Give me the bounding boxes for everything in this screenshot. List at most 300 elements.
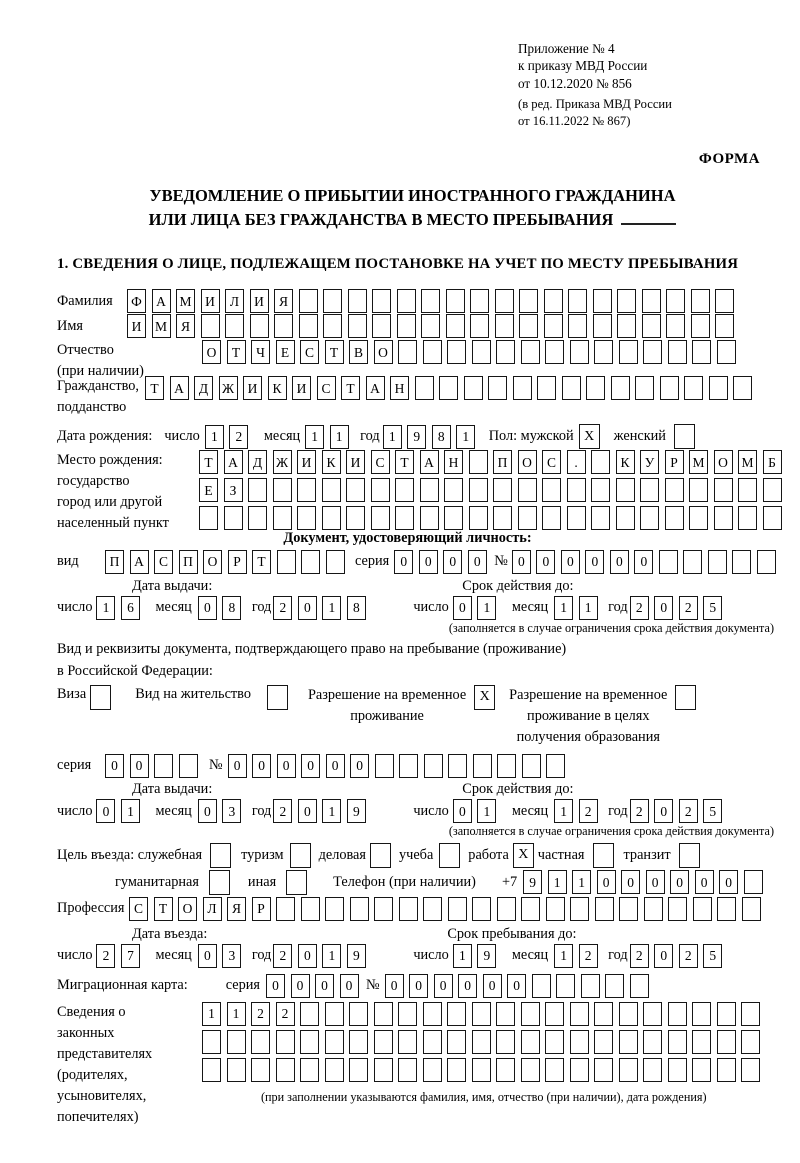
char-cell — [300, 1002, 319, 1026]
doc-type-cells — [105, 550, 350, 574]
char-cell — [684, 376, 703, 400]
char-cell — [299, 314, 318, 338]
char-cell — [742, 897, 761, 921]
char-cell: М — [176, 289, 195, 313]
char-cell: 0 — [266, 974, 285, 998]
char-cell — [640, 478, 659, 502]
char-cell: П — [493, 450, 512, 474]
char-cell — [708, 550, 727, 574]
char-cell: 0 — [419, 550, 438, 574]
form-title-line1: УВЕДОМЛЕНИЕ О ПРИБЫТИИ ИНОСТРАННОГО ГРАЖДАНИНА — [149, 186, 676, 206]
char-cell: П — [105, 550, 124, 574]
char-cell: 1 — [554, 799, 573, 823]
char-cell: 1 — [330, 425, 349, 449]
char-cell — [421, 314, 440, 338]
char-cell — [521, 1058, 540, 1082]
char-cell — [692, 340, 711, 364]
char-cell — [439, 376, 458, 400]
label-line: Разрешение на временное — [509, 686, 668, 703]
form-row — [57, 596, 788, 620]
char-cell — [744, 870, 763, 894]
char-cell — [668, 1030, 687, 1054]
temp-residence-edu-label — [509, 685, 667, 748]
char-cell — [322, 478, 341, 502]
given-name-cells — [127, 314, 740, 338]
order-amendment-line: от 16.11.2022 № 867) — [518, 113, 631, 128]
char-cell — [473, 754, 492, 778]
char-cell — [447, 340, 466, 364]
day-label: число — [57, 802, 93, 819]
char-cell: 0 — [597, 870, 616, 894]
year-label: год — [608, 947, 628, 964]
char-cell — [399, 754, 418, 778]
char-cell: Н — [390, 376, 409, 400]
char-cell: 0 — [458, 974, 477, 998]
form-row — [57, 376, 788, 418]
entry-date-heading: Дата въезда: — [132, 925, 208, 942]
migration-card-label: Миграционная карта: — [57, 977, 188, 994]
char-cell — [469, 478, 488, 502]
char-cell: 0 — [198, 596, 217, 620]
char-cell: 2 — [251, 1002, 270, 1026]
char-cell — [532, 974, 551, 998]
day-label: число — [57, 947, 93, 964]
char-cell: 0 — [340, 974, 359, 998]
surname-label: Фамилия — [57, 292, 113, 309]
char-cell — [546, 754, 565, 778]
char-cell — [493, 506, 512, 530]
char-cell: 0 — [228, 754, 247, 778]
char-cell: О — [178, 897, 197, 921]
char-cell: Ж — [219, 376, 238, 400]
char-cell — [495, 289, 514, 313]
char-cell: 1 — [453, 944, 472, 968]
char-cell — [372, 289, 391, 313]
char-cell — [423, 897, 442, 921]
char-cell: 2 — [276, 1002, 295, 1026]
char-cell: 0 — [298, 799, 317, 823]
permit-expiry-year-cells — [630, 799, 728, 823]
char-cell — [495, 314, 514, 338]
char-cell — [472, 897, 491, 921]
form-row — [57, 550, 788, 574]
char-cell — [665, 478, 684, 502]
char-cell: 0 — [536, 550, 555, 574]
char-cell: 2 — [273, 799, 292, 823]
surname-cells — [127, 289, 740, 313]
char-cell — [537, 376, 556, 400]
char-cell — [374, 1058, 393, 1082]
form-row — [57, 1002, 788, 1128]
char-cell — [581, 974, 600, 998]
char-cell — [348, 289, 367, 313]
char-cell: К — [268, 376, 287, 400]
form-row — [57, 823, 788, 839]
char-cell — [593, 314, 612, 338]
char-cell: О — [714, 450, 733, 474]
char-cell: 0 — [695, 870, 714, 894]
doc-series-cells — [394, 550, 492, 574]
cell-row — [202, 1002, 766, 1026]
char-cell: 9 — [407, 425, 426, 449]
label-line: попечителях) — [57, 1109, 139, 1126]
char-cell: 9 — [523, 870, 542, 894]
char-cell — [568, 314, 587, 338]
char-cell — [570, 897, 589, 921]
month-label: месяц — [155, 802, 192, 819]
char-cell — [444, 478, 463, 502]
char-cell — [325, 1002, 344, 1026]
doc-valid-until-heading: Срок действия до: — [462, 577, 574, 594]
purpose-study-checkbox — [439, 843, 460, 868]
char-cell: 5 — [703, 799, 722, 823]
char-cell: 2 — [273, 944, 292, 968]
char-cell: 1 — [121, 799, 140, 823]
birth-day-cells — [205, 425, 254, 449]
char-cell — [586, 376, 605, 400]
char-cell: Л — [203, 897, 222, 921]
char-cell — [496, 340, 515, 364]
char-cell: 9 — [347, 944, 366, 968]
char-cell — [519, 314, 538, 338]
char-cell: Т — [252, 550, 271, 574]
permit-valid-until-heading: Срок действия до: — [462, 780, 574, 797]
purpose-official-checkbox — [210, 843, 231, 868]
char-cell: Т — [341, 376, 360, 400]
phone-prefix-label: +7 — [501, 873, 518, 890]
char-cell: 2 — [229, 425, 248, 449]
form-row — [57, 974, 788, 998]
char-cell — [519, 289, 538, 313]
char-cell — [619, 1058, 638, 1082]
migration-series-label: серия — [225, 977, 260, 994]
label-line: получения образования — [516, 728, 660, 745]
char-cell — [374, 897, 393, 921]
char-cell — [709, 376, 728, 400]
char-cell — [398, 1058, 417, 1082]
char-cell: Я — [176, 314, 195, 338]
char-cell: О — [518, 450, 537, 474]
char-cell — [717, 897, 736, 921]
char-cell: 0 — [483, 974, 502, 998]
purpose-study-label: учеба — [398, 846, 434, 863]
birth-month-cells — [305, 425, 354, 449]
char-cell — [224, 506, 243, 530]
char-cell — [415, 376, 434, 400]
char-cell — [545, 340, 564, 364]
char-cell — [665, 506, 684, 530]
char-cell: 1 — [477, 596, 496, 620]
char-cell — [513, 376, 532, 400]
char-cell — [448, 754, 467, 778]
char-cell: 8 — [222, 596, 241, 620]
doc-issue-date-heading: Дата выдачи: — [132, 577, 213, 594]
char-cell — [595, 897, 614, 921]
char-cell — [594, 340, 613, 364]
day-label: число — [413, 802, 449, 819]
purpose-private-label: частная — [537, 846, 585, 863]
char-cell: 0 — [654, 799, 673, 823]
form-row — [57, 925, 788, 944]
identity-doc-heading: Документ, удостоверяющий личность: — [283, 530, 532, 547]
char-cell — [371, 478, 390, 502]
label-line: (родителях, — [57, 1067, 128, 1084]
char-cell: 1 — [322, 799, 341, 823]
legal-representatives-cells — [202, 1002, 766, 1105]
char-cell: Л — [225, 289, 244, 313]
char-cell: М — [152, 314, 171, 338]
char-cell — [469, 506, 488, 530]
permit-expiry-day-cells — [453, 799, 502, 823]
form-row — [57, 843, 788, 868]
birth-date-label: Дата рождения: — [57, 428, 153, 445]
char-cell: А — [224, 450, 243, 474]
char-cell: 2 — [679, 799, 698, 823]
char-cell — [276, 1058, 295, 1082]
char-cell — [714, 478, 733, 502]
form-row — [57, 662, 788, 681]
char-cell — [488, 376, 507, 400]
char-cell: 2 — [579, 944, 598, 968]
male-checkbox: X — [579, 424, 600, 449]
doc-expiry-day-cells — [453, 596, 502, 620]
char-cell: Т — [325, 340, 344, 364]
purpose-transit-label: транзит — [623, 846, 671, 863]
form-row — [57, 577, 788, 596]
char-cell: С — [371, 450, 390, 474]
cell-row — [199, 450, 787, 474]
permit-issue-day-cells — [96, 799, 145, 823]
char-cell — [446, 314, 465, 338]
char-cell: К — [322, 450, 341, 474]
char-cell: Т — [395, 450, 414, 474]
char-cell — [202, 1058, 221, 1082]
char-cell — [605, 974, 624, 998]
char-cell — [372, 314, 391, 338]
char-cell — [741, 1030, 760, 1054]
char-cell: А — [130, 550, 149, 574]
char-cell — [683, 550, 702, 574]
purpose-tourism-label: туризм — [241, 846, 284, 863]
char-cell: Д — [248, 450, 267, 474]
char-cell: 0 — [105, 754, 124, 778]
residence-doc-line1: Вид и реквизиты документа, подтверждающего право на пребывание (проживание) — [57, 641, 567, 658]
birth-year-label: год — [360, 428, 380, 445]
permit-series-label: серия — [57, 757, 92, 774]
char-cell — [594, 1002, 613, 1026]
entry-year-cells — [273, 944, 371, 968]
char-cell — [570, 340, 589, 364]
char-cell — [248, 478, 267, 502]
char-cell — [693, 897, 712, 921]
given-name-label: Имя — [57, 317, 83, 334]
char-cell — [297, 478, 316, 502]
char-cell: И — [250, 289, 269, 313]
char-cell — [297, 506, 316, 530]
char-cell — [371, 506, 390, 530]
char-cell — [323, 289, 342, 313]
char-cell: 5 — [703, 596, 722, 620]
char-cell — [666, 314, 685, 338]
doc-series-label: серия — [355, 552, 390, 569]
char-cell — [496, 1058, 515, 1082]
char-cell: 1 — [554, 944, 573, 968]
char-cell — [497, 754, 516, 778]
section1-heading: 1. СВЕДЕНИЯ О ЛИЦЕ, ПОДЛЕЖАЩЕМ ПОСТАНОВКЕ НА УЧЕТ ПО МЕСТУ ПРЕБЫВАНИЯ — [57, 256, 739, 273]
char-cell: К — [616, 450, 635, 474]
char-cell: В — [349, 340, 368, 364]
char-cell — [594, 1030, 613, 1054]
char-cell: О — [202, 340, 221, 364]
char-cell — [691, 289, 710, 313]
char-cell — [692, 1058, 711, 1082]
order-reference-line: Приложение № 4 — [518, 41, 615, 56]
permit-issue-month-cells — [198, 799, 247, 823]
char-cell — [397, 289, 416, 313]
char-cell: С — [154, 550, 173, 574]
char-cell: 0 — [719, 870, 738, 894]
char-cell: О — [374, 340, 393, 364]
char-cell: И — [297, 450, 316, 474]
char-cell — [714, 506, 733, 530]
char-cell: 0 — [468, 550, 487, 574]
order-reference-line: от 10.12.2020 № 856 — [518, 75, 632, 91]
char-cell — [448, 897, 467, 921]
permit-validity-note: (заполняется в случае ограничения срока действия документа) — [448, 824, 774, 839]
char-cell — [562, 376, 581, 400]
purpose-humanitarian-checkbox — [209, 870, 230, 895]
month-label: месяц — [511, 802, 549, 819]
char-cell — [225, 314, 244, 338]
char-cell — [741, 1058, 760, 1082]
char-cell — [325, 1058, 344, 1082]
char-cell — [689, 506, 708, 530]
form-row — [57, 620, 788, 636]
purpose-humanitarian-label: гуманитарная — [115, 873, 199, 890]
char-cell — [251, 1030, 270, 1054]
char-cell — [300, 1030, 319, 1054]
char-cell: Р — [252, 897, 271, 921]
char-cell: Ч — [251, 340, 270, 364]
label-line: проживание в целях — [527, 707, 650, 724]
month-label: месяц — [511, 947, 549, 964]
char-cell — [518, 478, 537, 502]
char-cell: И — [243, 376, 262, 400]
char-cell: М — [689, 450, 708, 474]
char-cell: 5 — [703, 944, 722, 968]
residence-doc-line2: в Российской Федерации: — [57, 662, 213, 679]
char-cell — [556, 974, 575, 998]
char-cell — [568, 289, 587, 313]
char-cell — [591, 450, 610, 474]
year-label: год — [251, 802, 272, 819]
label-line: Разрешение на временное — [307, 686, 467, 703]
purpose-business-label: деловая — [318, 846, 366, 863]
char-cell — [276, 1030, 295, 1054]
char-cell: 0 — [394, 550, 413, 574]
char-cell: 0 — [198, 799, 217, 823]
char-cell: Т — [199, 450, 218, 474]
char-cell — [741, 1002, 760, 1026]
char-cell — [398, 340, 417, 364]
char-cell: 1 — [548, 870, 567, 894]
char-cell: 3 — [222, 799, 241, 823]
label-line: город или другой — [57, 494, 163, 511]
purpose-private-checkbox — [593, 843, 614, 868]
order-reference-line: к приказу МВД России — [518, 58, 648, 74]
char-cell — [496, 1030, 515, 1054]
purpose-business-checkbox — [370, 843, 391, 868]
form-row — [57, 289, 788, 313]
char-cell — [544, 289, 563, 313]
char-cell — [666, 289, 685, 313]
char-cell: 9 — [477, 944, 496, 968]
year-label: год — [251, 599, 272, 616]
char-cell — [619, 1002, 638, 1026]
char-cell: 1 — [305, 425, 324, 449]
purpose-work-label: работа — [468, 846, 509, 863]
doc-number-cells — [512, 550, 782, 574]
char-cell — [617, 314, 636, 338]
char-cell: 0 — [385, 974, 404, 998]
char-cell — [567, 506, 586, 530]
char-cell: 7 — [121, 944, 140, 968]
char-cell — [668, 897, 687, 921]
char-cell — [274, 314, 293, 338]
char-cell — [395, 506, 414, 530]
permit-number-cells — [228, 754, 571, 778]
char-cell — [420, 478, 439, 502]
char-cell: 6 — [121, 596, 140, 620]
char-cell — [444, 506, 463, 530]
char-cell: Ф — [127, 289, 146, 313]
stay-year-cells — [630, 944, 728, 968]
char-cell — [643, 1058, 662, 1082]
birth-year-cells — [383, 425, 481, 449]
doc-number-label: № — [494, 552, 508, 569]
citizenship-cells — [145, 376, 758, 400]
char-cell — [447, 1058, 466, 1082]
month-label: месяц — [155, 947, 192, 964]
char-cell — [493, 478, 512, 502]
permit-expiry-month-cells — [554, 799, 603, 823]
female-checkbox — [674, 424, 695, 449]
char-cell — [757, 550, 776, 574]
char-cell — [349, 1002, 368, 1026]
char-cell — [346, 506, 365, 530]
day-label: число — [413, 599, 449, 616]
form-title-line2: ИЛИ ЛИЦА БЕЗ ГРАЖДАНСТВА В МЕСТО ПРЕБЫВАНИЯ — [57, 208, 768, 232]
char-cell: Т — [227, 340, 246, 364]
char-cell — [346, 478, 365, 502]
char-cell: С — [129, 897, 148, 921]
char-cell: 0 — [298, 596, 317, 620]
patronymic-cells — [202, 340, 741, 364]
char-cell — [738, 478, 757, 502]
day-label: число — [57, 599, 93, 616]
char-cell: И — [127, 314, 146, 338]
label-line: усыновителях, — [57, 1088, 147, 1105]
char-cell — [496, 1002, 515, 1026]
order-reference — [518, 40, 788, 129]
purpose-work-checkbox: X — [513, 843, 534, 868]
char-cell — [717, 1058, 736, 1082]
char-cell: 1 — [96, 596, 115, 620]
char-cell — [545, 1002, 564, 1026]
sex-male-label: Пол: мужской — [488, 428, 574, 445]
char-cell — [464, 376, 483, 400]
char-cell: 0 — [646, 870, 665, 894]
